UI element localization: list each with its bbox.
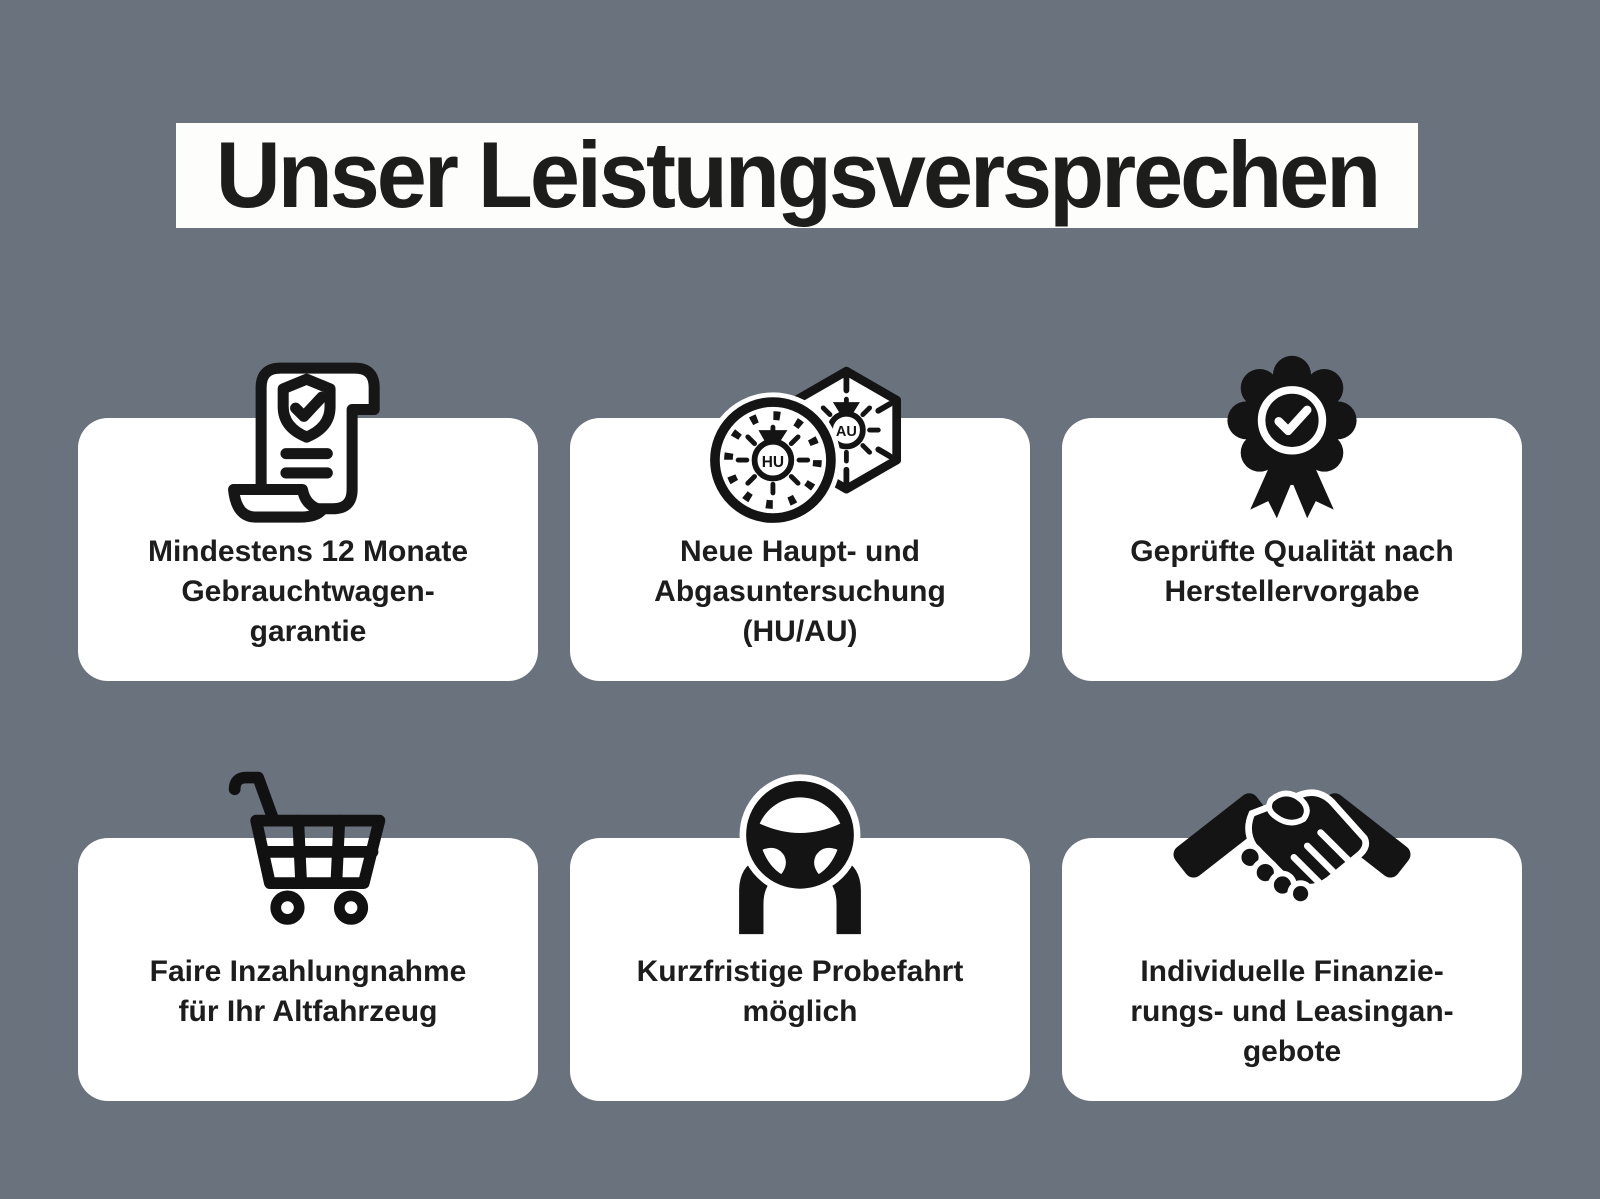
card-warranty-label — [88, 532, 528, 652]
card-quality — [1062, 418, 1522, 681]
label-line: Mindestens 12 Monate — [147, 535, 469, 568]
title-band — [176, 123, 1418, 228]
label-line: (HU/AU) — [742, 615, 858, 648]
card-trade-in — [78, 838, 538, 1101]
card-financing — [1062, 838, 1522, 1101]
card-inspection — [570, 418, 1030, 681]
label-line: Herstellervorgabe — [1164, 575, 1420, 608]
label-line: Kurzfristige Probefahrt — [636, 955, 964, 988]
label-line: für Ihr Altfahrzeug — [178, 995, 438, 1028]
label-line: Individuelle Finanzie- — [1140, 955, 1444, 988]
card-inspection-label — [580, 532, 1020, 652]
label-line: Neue Haupt- und — [680, 535, 920, 568]
label-line: Abgasuntersuchung — [654, 575, 946, 608]
handshake-icon — [1168, 758, 1416, 935]
shopping-cart-icon — [215, 758, 401, 939]
au-badge-label: AU — [835, 423, 857, 440]
label-line: Geprüfte Qualität nach — [1130, 535, 1454, 568]
label-line: möglich — [742, 995, 858, 1028]
label-line: Gebrauchtwagen- — [181, 575, 435, 608]
card-quality-label — [1072, 532, 1512, 612]
card-test-drive-label — [580, 952, 1020, 1032]
label-line: rungs- und Leasingan- — [1130, 995, 1454, 1028]
label-line: gebote — [1242, 1035, 1342, 1068]
hu-badge-label: HU — [761, 453, 785, 471]
inspection-seals-icon — [684, 346, 916, 554]
page-title: Unser Leistungsversprechen — [215, 123, 1379, 228]
card-test-drive — [570, 838, 1030, 1101]
card-trade-in-label — [88, 952, 528, 1032]
warranty-scroll-icon — [217, 346, 399, 558]
label-line: garantie — [249, 615, 367, 648]
card-warranty — [78, 418, 538, 681]
quality-rosette-icon — [1226, 346, 1359, 532]
steering-wheel-hands-icon — [711, 758, 889, 941]
card-financing-label — [1072, 952, 1512, 1072]
label-line: Faire Inzahlungnahme — [149, 955, 467, 988]
